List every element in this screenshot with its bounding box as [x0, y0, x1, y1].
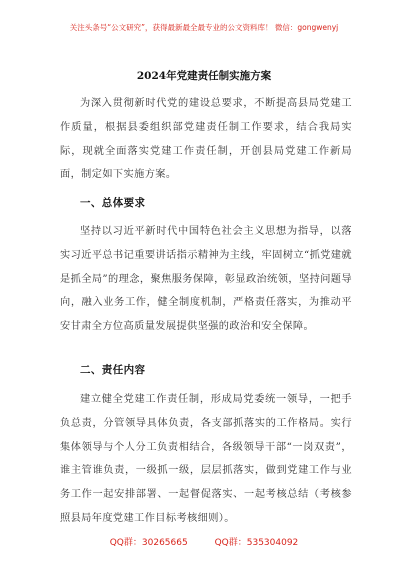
section-body-responsibility-content: 建立健全党建工作责任制，形成局党委统一领导，一把手负总责，分管领导具体负责，各支部抓落实的工作格局。实行集体领导与个人分工负责相结合，各级领导干部“一岗双责”，谁主管谁负责，一级抓一级，层层抓落实，做到党建工作与业务工作一起安排部署、一起督促落实、一起考核总结（考核参照县局年度党建工作目标考核细则）。: [60, 394, 352, 524]
footer-contacts: [0, 535, 408, 548]
footer-qq-group-2: QQ群：535304092: [214, 538, 299, 548]
section-heading-responsibility-content: 二、责任内容: [80, 364, 146, 376]
document-title: 2024年党建责任制实施方案: [136, 70, 272, 82]
footer-qq-group-1: QQ群：30265665: [109, 538, 188, 548]
header-banner: 关注头条号“公文研究”，获得最新最全最专业的公文资料库！ 微信：gongwenyj: [69, 23, 339, 32]
section-body-general-requirements: 坚持以习近平新时代中国特色社会主义思想为指导，以落实习近平总书记重要讲话指示精神为主线，牢固树立“抓党建就是抓全局”的理念，聚焦服务保障，彰显政治统领，坚持问题导向，融入业务工作，健全制度机制，严格责任落实，为推动平安甘肃全方位高质量发展提供坚强的政治和安全保障。: [60, 226, 352, 333]
section-heading-general-requirements: 一、总体要求: [80, 197, 146, 209]
intro-paragraph: 为深入贯彻新时代党的建设总要求，不断提高县局党建工作质量，根据县委组织部党建责任制工作要求，结合我局实际，现就全面落实党建工作责任制，开创县局党建工作新局面，制定如下实施方案。: [60, 98, 352, 181]
